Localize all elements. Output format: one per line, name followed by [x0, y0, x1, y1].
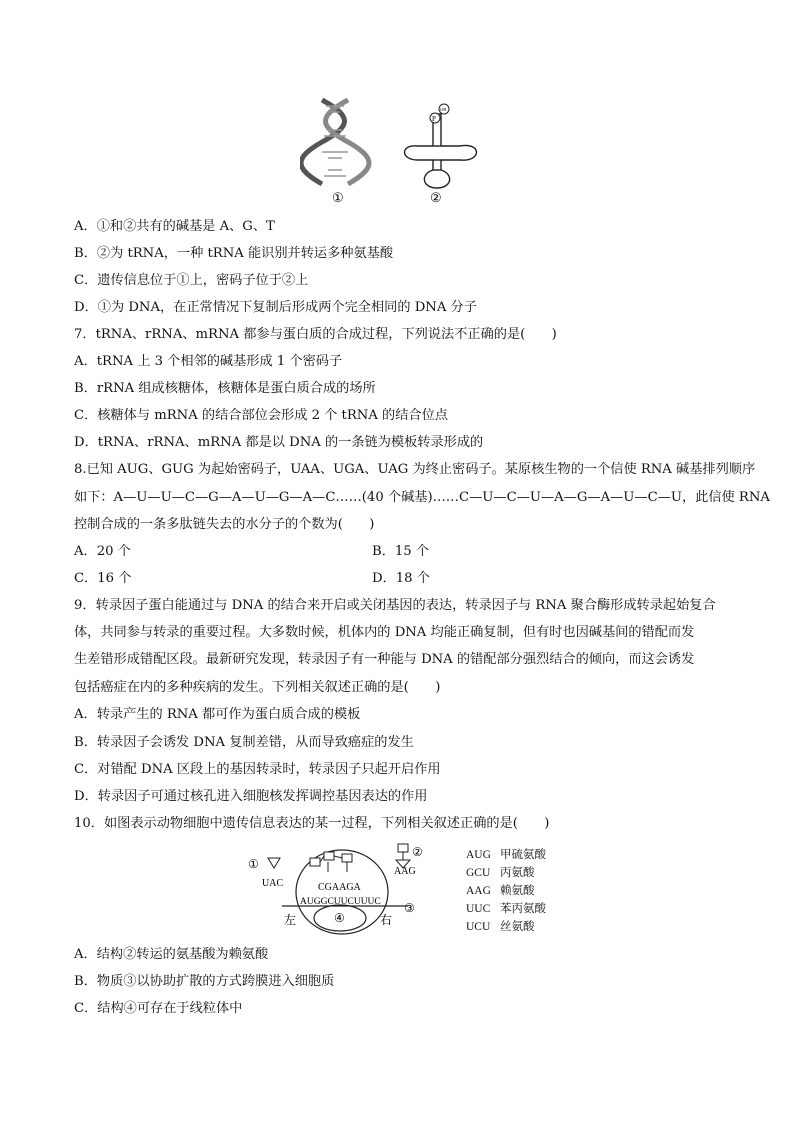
- amino-acid: 苯丙氨酸: [500, 903, 546, 915]
- translation-figure: [244, 840, 424, 936]
- amino-acid: 赖氨酸: [500, 885, 535, 897]
- q8-stem-line-1: 8.已知 AUG、GUG 为起始密码子，UAA、UGA、UAG 为终止密码子。某原核生物的一个信使 RNA 碱基排列顺序: [74, 462, 756, 477]
- codon: GCU: [466, 867, 491, 879]
- amino-acid: 丝氨酸: [500, 921, 535, 933]
- q8-stem-line-2: 如下：A—U—U—C—G—A—U—G—A—C……(40 个碱基)……C—U—C—U—A—G—A—U—C—U，此信使 RNA: [74, 490, 770, 505]
- q9-option-c: C．对错配 DNA 区段上的基因转录时，转录因子只起开启作用: [74, 762, 441, 777]
- q10-stem: 10．如图表示动物细胞中遗传信息表达的某一过程，下列相关叙述正确的是( ): [74, 816, 550, 831]
- q6-option-b: B．②为 tRNA，一种 tRNA 能识别并转运多种氨基酸: [74, 246, 394, 261]
- q8-option-b: B．15 个: [372, 544, 430, 559]
- codon: AAG: [466, 885, 491, 897]
- q9-option-a: A．转录产生的 RNA 都可作为蛋白质合成的模板: [74, 707, 361, 722]
- codon-row: [466, 864, 546, 882]
- q6-option-a: A．①和②共有的碱基是 A、G、T: [74, 219, 275, 234]
- codon: UCU: [466, 921, 491, 933]
- q8-option-d: D．18 个: [372, 571, 430, 586]
- q9-option-b: B．转录因子会诱发 DNA 复制差错，从而导致癌症的发生: [74, 735, 414, 750]
- q10-option-c: C．结构④可存在于线粒体中: [74, 1001, 243, 1016]
- fig10-anticodon-uac: UAC: [262, 878, 284, 889]
- fig10-right-label: 右: [380, 913, 393, 927]
- q7-option-c: C．核糖体与 mRNA 的结合部位会形成 2 个 tRNA 的结合位点: [74, 408, 448, 423]
- q10-option-b: B．物质③以协助扩散的方式跨膜进入细胞质: [74, 974, 335, 989]
- q7-option-b: B．rRNA 组成核糖体，核糖体是蛋白质合成的场所: [74, 381, 376, 396]
- codon: UUC: [466, 903, 491, 915]
- fig10-label-1: ①: [248, 857, 259, 871]
- q9-stem-line-1: 9．转录因子蛋白能通过与 DNA 的结合来开启或关闭基因的表达，转录因子与 RNA 聚合酶形成转录起始复合: [74, 598, 716, 613]
- q9-stem-line-2: 体，共同参与转录的重要过程。大多数时候，机体内的 DNA 均能正确复制，但有时也因碱基间的错配而发: [74, 625, 695, 640]
- q6-option-d: D．①为 DNA，在正常情况下复制后形成两个完全相同的 DNA 分子: [74, 300, 477, 315]
- q7-option-d: D．tRNA、rRNA、mRNA 都是以 DNA 的一条链为模板转录形成的: [74, 435, 484, 450]
- fig10-label-2: ②: [412, 845, 423, 859]
- figure-label-1: ①: [332, 190, 344, 205]
- fig10-label-4: ④: [334, 911, 345, 925]
- q6-option-c: C．遗传信息位于①上，密码子位于②上: [74, 273, 309, 288]
- q8-option-c: C．16 个: [74, 571, 132, 586]
- trna-p-mark: P: [432, 115, 436, 123]
- fig10-anticodon-aag: AAG: [394, 866, 416, 877]
- fig10-bound-anticodons: CGAAGA: [318, 882, 361, 893]
- q8-option-a: A．20 个: [74, 544, 131, 559]
- codon: AUG: [466, 849, 491, 861]
- trna-cloverleaf-image: [405, 114, 477, 188]
- codon-row: [466, 900, 546, 918]
- q8-stem-line-3: 控制合成的一条多肽链失去的水分子的个数为( ): [74, 517, 375, 532]
- codon-row: [466, 882, 546, 900]
- trna-oh-mark: OH: [440, 107, 447, 112]
- q7-option-a: A．tRNA 上 3 个相邻的碱基形成 1 个密码子: [74, 354, 343, 369]
- dna-trna-figure: [300, 96, 500, 208]
- q9-stem-line-4: 包括癌症在内的多种疾病的发生。下列相关叙述正确的是( ): [74, 680, 441, 695]
- codon-table: [466, 846, 546, 936]
- amino-acid: 丙氨酸: [500, 867, 535, 879]
- codon-row: [466, 846, 546, 864]
- fig10-mrna-sequence: AUGGCUUCUUUC: [300, 897, 381, 907]
- dna-helix-image: [301, 100, 369, 184]
- fig10-left-label: 左: [284, 913, 297, 927]
- fig10-label-3: ③: [404, 901, 415, 915]
- q9-option-d: D．转录因子可通过核孔进入细胞核发挥调控基因表达的作用: [74, 789, 428, 804]
- figure-label-2: ②: [430, 190, 442, 205]
- amino-acid: 甲硫氨酸: [500, 849, 546, 861]
- q10-option-a: A．结构②转运的氨基酸为赖氨酸: [74, 947, 269, 962]
- codon-row: [466, 918, 546, 936]
- q9-stem-line-3: 生差错形成错配区段。最新研究发现，转录因子有一种能与 DNA 的错配部分强烈结合的倾向，而这会诱发: [74, 652, 695, 667]
- q7-stem: 7．tRNA、rRNA、mRNA 都参与蛋白质的合成过程，下列说法不正确的是( ): [74, 327, 557, 342]
